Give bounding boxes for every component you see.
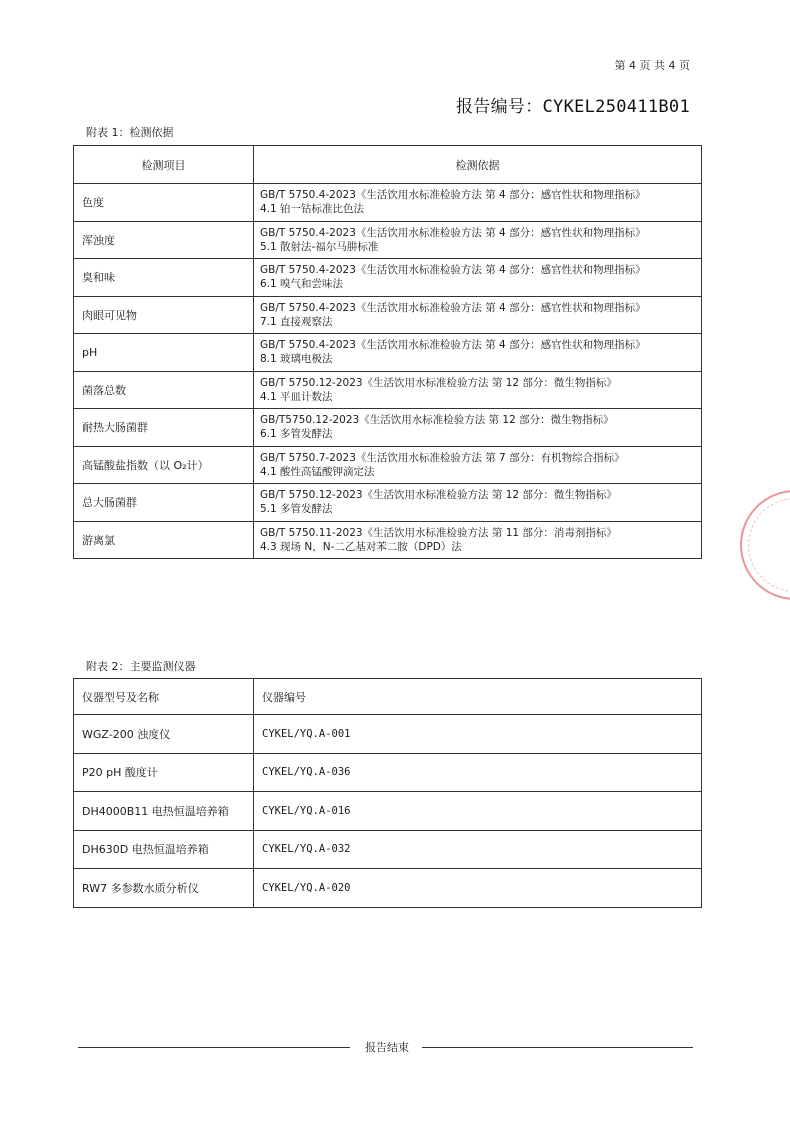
- table-row: [74, 409, 702, 447]
- column-header-basis: 检测依据: [254, 146, 702, 184]
- table-row: [74, 830, 702, 869]
- table1-caption: 附表 1：检测依据: [86, 126, 174, 139]
- test-item-cell: 游离氯: [74, 521, 254, 559]
- test-item-cell: 高锰酸盐指数（以 O₂计）: [74, 446, 254, 484]
- instrument-name-cell: DH4000B11 电热恒温培养箱: [74, 792, 254, 831]
- instrument-code-cell: CYKEL/YQ.A-036: [254, 753, 702, 792]
- testing-basis-table: [73, 145, 702, 559]
- column-header-instrument-code: 仪器编号: [254, 679, 702, 715]
- test-item-cell: 浑浊度: [74, 221, 254, 259]
- table-row: [74, 869, 702, 908]
- test-basis-cell: [254, 334, 702, 372]
- end-rule-left: [78, 1047, 350, 1048]
- basis-line: GB/T 5750.12-2023《生活饮用水标准检验方法 第 12 部分：微生物指标》: [260, 489, 617, 502]
- table-row: [74, 446, 702, 484]
- basis-line: GB/T5750.12-2023《生活饮用水标准检验方法 第 12 部分：微生物指标》: [260, 414, 614, 427]
- table-row: [74, 184, 702, 222]
- basis-line: GB/T 5750.4-2023《生活饮用水标准检验方法 第 4 部分：感官性状和物理指标》: [260, 264, 646, 277]
- report-number-value: CYKEL250411B01: [542, 97, 690, 117]
- test-basis-cell: [254, 371, 702, 409]
- test-item-cell: pH: [74, 334, 254, 372]
- instrument-code-cell: CYKEL/YQ.A-016: [254, 792, 702, 831]
- column-header-instrument: 仪器型号及名称: [74, 679, 254, 715]
- basis-line: 6.1 嗅气和尝味法: [260, 278, 344, 291]
- page-indicator: 第 4 页 共 4 页: [614, 59, 690, 72]
- basis-line: 8.1 玻璃电极法: [260, 353, 333, 366]
- instrument-code-cell: CYKEL/YQ.A-032: [254, 830, 702, 869]
- testing-basis-body: [74, 184, 702, 559]
- basis-line: 4.1 酸性高锰酸钾滴定法: [260, 465, 375, 478]
- test-basis-cell: [254, 221, 702, 259]
- instrument-body: [74, 715, 702, 908]
- column-header-item: 检测项目: [74, 146, 254, 184]
- instrument-name-cell: WGZ-200 浊度仪: [74, 715, 254, 754]
- basis-line: 5.1 散射法-福尔马肼标准: [260, 240, 379, 253]
- basis-line: GB/T 5750.4-2023《生活饮用水标准检验方法 第 4 部分：感官性状和物理指标》: [260, 301, 646, 314]
- test-basis-cell: [254, 296, 702, 334]
- test-basis-cell: [254, 409, 702, 447]
- test-item-cell: 肉眼可见物: [74, 296, 254, 334]
- table-row: [74, 521, 702, 559]
- table-row: [74, 753, 702, 792]
- table-row: [74, 792, 702, 831]
- test-item-cell: 耐热大肠菌群: [74, 409, 254, 447]
- basis-line: GB/T 5750.4-2023《生活饮用水标准检验方法 第 4 部分：感官性状和物理指标》: [260, 339, 646, 352]
- basis-line: 4.1 铂一钴标准比色法: [260, 203, 365, 216]
- instrument-code-cell: CYKEL/YQ.A-001: [254, 715, 702, 754]
- test-basis-cell: [254, 446, 702, 484]
- basis-line: 6.1 多管发酵法: [260, 428, 333, 441]
- basis-line: 4.3 现场 N，N-二乙基对苯二胺（DPD）法: [260, 540, 462, 553]
- test-item-cell: 总大肠菌群: [74, 484, 254, 522]
- table2-caption: 附表 2：主要监测仪器: [86, 660, 196, 673]
- table-row: [74, 259, 702, 297]
- test-item-cell: 色度: [74, 184, 254, 222]
- test-item-cell: 臭和味: [74, 259, 254, 297]
- basis-line: GB/T 5750.4-2023《生活饮用水标准检验方法 第 4 部分：感官性状和物理指标》: [260, 226, 646, 239]
- basis-line: GB/T 5750.11-2023《生活饮用水标准检验方法 第 11 部分：消毒剂指标》: [260, 526, 617, 539]
- test-item-cell: 菌落总数: [74, 371, 254, 409]
- report-number-line: [456, 92, 690, 117]
- report-end-text: 报告结束: [365, 1041, 409, 1054]
- table-header-row: [74, 679, 702, 715]
- instrument-table: [73, 678, 702, 908]
- basis-line: GB/T 5750.12-2023《生活饮用水标准检验方法 第 12 部分：微生物指标》: [260, 376, 617, 389]
- basis-line: 5.1 多管发酵法: [260, 503, 333, 516]
- table-row: [74, 371, 702, 409]
- test-basis-cell: [254, 259, 702, 297]
- end-rule-right: [422, 1047, 693, 1048]
- test-basis-cell: [254, 521, 702, 559]
- instrument-name-cell: DH630D 电热恒温培养箱: [74, 830, 254, 869]
- test-basis-cell: [254, 184, 702, 222]
- table-row: [74, 334, 702, 372]
- table-row: [74, 715, 702, 754]
- table-row: [74, 296, 702, 334]
- basis-line: 7.1 直接观察法: [260, 315, 333, 328]
- report-number-label: 报告编号：: [456, 97, 543, 117]
- instrument-code-cell: CYKEL/YQ.A-020: [254, 869, 702, 908]
- table-row: [74, 484, 702, 522]
- basis-line: GB/T 5750.7-2023《生活饮用水标准检验方法 第 7 部分：有机物综合指标》: [260, 451, 625, 464]
- test-basis-cell: [254, 484, 702, 522]
- basis-line: GB/T 5750.4-2023《生活饮用水标准检验方法 第 4 部分：感官性状和物理指标》: [260, 189, 646, 202]
- table-row: [74, 221, 702, 259]
- table-header-row: [74, 146, 702, 184]
- instrument-name-cell: P20 pH 酸度计: [74, 753, 254, 792]
- basis-line: 4.1 平皿计数法: [260, 390, 333, 403]
- instrument-name-cell: RW7 多参数水质分析仪: [74, 869, 254, 908]
